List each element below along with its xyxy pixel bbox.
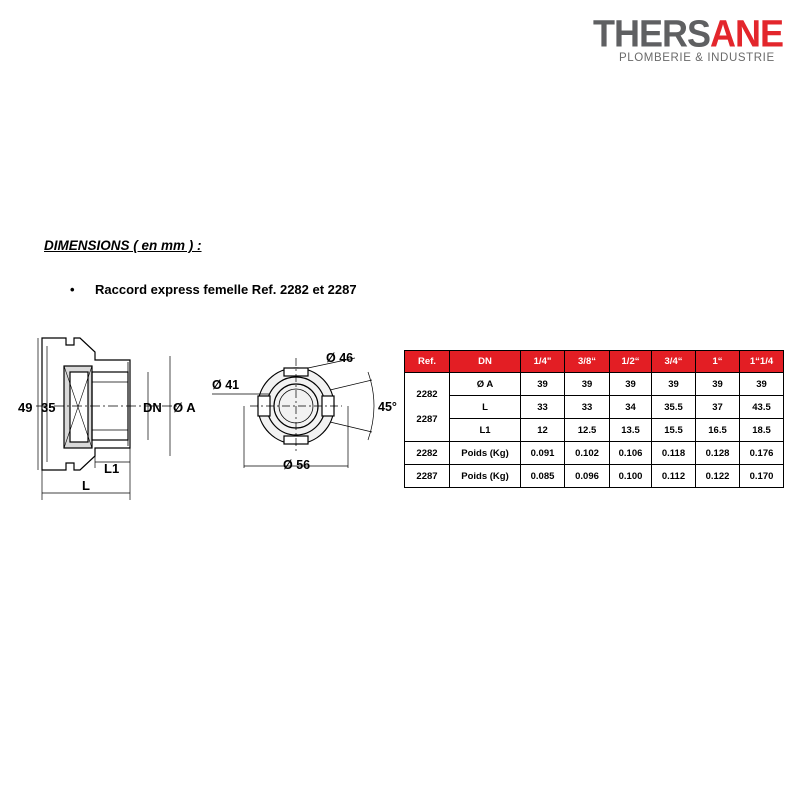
table-cell: 35.5	[652, 396, 696, 419]
table-cell: 0.112	[652, 465, 696, 488]
table-cell: 0.106	[610, 442, 652, 465]
dim-d46-label: Ø 46	[326, 351, 354, 365]
table-cell: 39	[610, 373, 652, 396]
header-size: 1/4"	[521, 351, 565, 373]
table-cell: 0.100	[610, 465, 652, 488]
section-title: DIMENSIONS ( en mm ) :	[44, 238, 202, 253]
row-label: Poids (Kg)	[450, 465, 521, 488]
side-view-labels	[18, 400, 196, 493]
table-cell: 33	[565, 396, 610, 419]
bullet-marker: •	[70, 282, 75, 297]
table-cell: 39	[740, 373, 784, 396]
table-cell: 0.118	[652, 442, 696, 465]
row-label: Ø A	[450, 373, 521, 396]
table-cell: 39	[521, 373, 565, 396]
brand-name-part2: ANE	[710, 11, 784, 55]
header-dn: DN	[450, 351, 521, 373]
front-view-drawing	[212, 358, 374, 468]
ref-cell: 2282	[405, 442, 450, 465]
table-row	[405, 396, 784, 419]
table-row	[405, 373, 784, 396]
table-header-row	[405, 351, 784, 373]
header-ref: Ref.	[405, 351, 450, 373]
table-cell: 0.176	[740, 442, 784, 465]
dim-a-label: Ø A	[173, 400, 196, 415]
table-cell: 0.091	[521, 442, 565, 465]
table-cell: 13.5	[610, 419, 652, 442]
dim-d41-label: Ø 41	[212, 378, 240, 392]
dim-l-label: L	[82, 478, 90, 493]
dim-dn-label: DN	[143, 400, 162, 415]
table-cell: 18.5	[740, 419, 784, 442]
table-cell: 0.128	[696, 442, 740, 465]
spec-table	[404, 350, 784, 488]
table-cell: 39	[696, 373, 740, 396]
ref-group-2287: 2287	[416, 414, 438, 425]
header-size: 3/8“	[565, 351, 610, 373]
table-cell: 0.170	[740, 465, 784, 488]
table-cell: 0.122	[696, 465, 740, 488]
table-cell: 34	[610, 396, 652, 419]
dim-l1-label: L1	[104, 461, 120, 476]
dim-d56-label: Ø 56	[283, 458, 311, 472]
dim-49-label: 49	[18, 400, 33, 415]
brand-name-part1: THERS	[593, 11, 711, 55]
table-row	[405, 465, 784, 488]
table-cell: 15.5	[652, 419, 696, 442]
table-cell: 0.096	[565, 465, 610, 488]
header-size: 3/4“	[652, 351, 696, 373]
table-row	[405, 419, 784, 442]
table-cell: 33	[521, 396, 565, 419]
table-row	[405, 442, 784, 465]
table-cell: 12.5	[565, 419, 610, 442]
table-cell: 39	[565, 373, 610, 396]
brand-tagline: PLOMBERIE & INDUSTRIE	[619, 52, 775, 64]
table-cell: 0.085	[521, 465, 565, 488]
table-cell: 0.102	[565, 442, 610, 465]
header-size: 1“1/4	[740, 351, 784, 373]
table-cell: 12	[521, 419, 565, 442]
table-cell: 37	[696, 396, 740, 419]
table-cell: 39	[652, 373, 696, 396]
table-cell: 16.5	[696, 419, 740, 442]
row-label: L1	[450, 419, 521, 442]
dim-35-label: 35	[41, 400, 56, 415]
ref-cell: 2287	[405, 465, 450, 488]
dim-angle-label: 45°	[378, 400, 397, 414]
header-size: 1“	[696, 351, 740, 373]
row-label: L	[450, 396, 521, 419]
ref-group-2282: 2282	[416, 389, 438, 400]
ref-group-cell	[405, 373, 450, 442]
row-label: Poids (Kg)	[450, 442, 521, 465]
table-cell: 43.5	[740, 396, 784, 419]
header-size: 1/2“	[610, 351, 652, 373]
bullet-text: Raccord express femelle Ref. 2282 et 2287	[95, 282, 357, 297]
